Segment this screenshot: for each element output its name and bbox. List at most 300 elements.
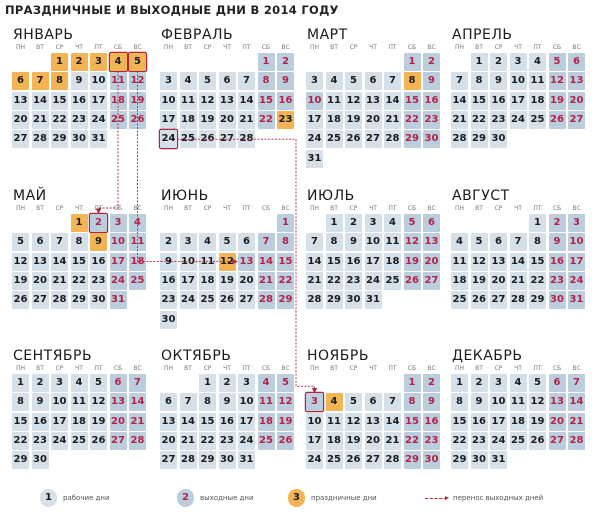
day-cell: 15 [404, 413, 421, 431]
day-cell: 29 [51, 130, 68, 148]
day-cell: 28 [384, 130, 401, 148]
day-cell: 26 [129, 111, 146, 129]
day-cell: 20 [32, 272, 49, 290]
day-cell: 2 [471, 374, 488, 392]
weekday-label: СР [349, 365, 358, 372]
day-cell: 8 [51, 72, 68, 90]
day-cell: 2 [423, 374, 440, 392]
day-cell: 22 [71, 272, 88, 290]
day-cell: 3 [51, 374, 68, 392]
day-cell: 30 [160, 311, 177, 329]
legend [0, 485, 600, 511]
weekday-header [451, 364, 591, 374]
day-cell: 29 [199, 451, 216, 469]
weekday-label: ЧТ [223, 205, 231, 212]
weekday-label: СР [494, 205, 503, 212]
weekday-label: ПТ [94, 44, 103, 51]
day-cell: 2 [219, 374, 236, 392]
day-cell: 23 [90, 272, 107, 290]
day-cell: 6 [160, 393, 177, 411]
day-cell: 7 [384, 72, 401, 90]
day-cell: 21 [384, 432, 401, 450]
day-cell: 21 [129, 413, 146, 431]
day-cell: 24 [90, 111, 107, 129]
day-cell: 9 [160, 253, 177, 271]
day-cell: 17 [160, 111, 177, 129]
day-cell: 29 [12, 451, 29, 469]
weekday-label: СБ [407, 44, 417, 51]
day-cell: 24 [568, 272, 585, 290]
day-cell: 11 [529, 72, 546, 90]
day-cell: 27 [12, 130, 29, 148]
month-name: ФЕВРАЛЬ [161, 27, 234, 43]
day-cell: 18 [326, 432, 343, 450]
day-cell: 14 [568, 393, 585, 411]
weekday-label: ВС [572, 365, 581, 372]
day-cell: 11 [258, 393, 275, 411]
day-cell: 7 [51, 233, 68, 251]
day-cell: 26 [345, 130, 362, 148]
day-cell: 10 [568, 233, 585, 251]
month-name: ЯНВАРЬ [13, 27, 74, 43]
day-cell: 19 [219, 272, 236, 290]
day-cell: 23 [32, 432, 49, 450]
month-1 [12, 27, 152, 169]
day-cell: 8 [471, 72, 488, 90]
day-cell: 22 [12, 432, 29, 450]
day-cell: 31 [90, 130, 107, 148]
day-cell: 12 [129, 72, 146, 90]
day-cell: 30 [345, 291, 362, 309]
day-cell: 4 [129, 214, 146, 232]
day-cell: 10 [180, 253, 197, 271]
day-cell: 28 [32, 130, 49, 148]
day-cell: 20 [219, 111, 236, 129]
day-cell: 14 [51, 253, 68, 271]
day-cell: 6 [219, 72, 236, 90]
day-cell: 19 [90, 413, 107, 431]
day-cell: 2 [160, 233, 177, 251]
day-cell: 9 [423, 393, 440, 411]
day-cell: 20 [12, 111, 29, 129]
day-cell: 8 [404, 393, 421, 411]
day-cell: 7 [451, 72, 468, 90]
day-cell: 4 [71, 374, 88, 392]
weekday-header [451, 204, 591, 214]
weekday-label: ВС [133, 44, 142, 51]
page-title: ПРАЗДНИЧНЫЕ И ВЫХОДНЫЕ ДНИ В 2014 ГОДУ [5, 3, 339, 17]
weekday-header [12, 364, 152, 374]
day-cell: 11 [326, 413, 343, 431]
month-5 [12, 188, 152, 330]
day-cell: 1 [471, 53, 488, 71]
month-name: ОКТЯБРЬ [161, 348, 232, 364]
day-cell: 24 [510, 111, 527, 129]
day-cell: 18 [529, 92, 546, 110]
weekday-label: СБ [552, 44, 562, 51]
day-cell: 15 [12, 413, 29, 431]
day-cell: 5 [529, 374, 546, 392]
day-cell: 8 [199, 393, 216, 411]
day-cell: 15 [199, 413, 216, 431]
weekday-label: СБ [113, 44, 123, 51]
weekday-label: СБ [113, 365, 123, 372]
weekday-label: ПН [15, 44, 26, 51]
day-cell: 19 [529, 413, 546, 431]
day-cell: 19 [404, 253, 421, 271]
day-cell: 30 [423, 451, 440, 469]
weekday-label: СР [203, 365, 212, 372]
day-cell: 6 [568, 53, 585, 71]
day-cell: 19 [12, 272, 29, 290]
weekday-header [160, 204, 300, 214]
day-cell: 25 [199, 291, 216, 309]
day-cell: 3 [490, 374, 507, 392]
day-cell: 11 [71, 393, 88, 411]
weekday-label: ЧТ [75, 205, 83, 212]
day-cell: 27 [219, 130, 236, 148]
day-cell: 24 [160, 130, 177, 148]
weekday-label: СБ [113, 205, 123, 212]
weekday-label: ПН [163, 365, 174, 372]
day-cell: 14 [510, 253, 527, 271]
weekday-label: ЧТ [369, 205, 377, 212]
weekday-label: ВС [427, 44, 436, 51]
weekday-label: ВТ [184, 365, 192, 372]
day-cell: 15 [404, 92, 421, 110]
day-cell: 12 [471, 253, 488, 271]
day-cell: 6 [110, 374, 127, 392]
day-cell: 22 [277, 272, 294, 290]
weekday-label: ВС [427, 205, 436, 212]
day-cell: 7 [258, 233, 275, 251]
day-cell: 10 [90, 72, 107, 90]
day-cell: 12 [277, 393, 294, 411]
day-cell: 19 [345, 111, 362, 129]
day-cell: 22 [404, 111, 421, 129]
day-cell: 17 [110, 253, 127, 271]
weekday-label: ПН [309, 44, 320, 51]
day-cell: 16 [490, 92, 507, 110]
month-9 [12, 348, 152, 490]
day-cell: 3 [568, 214, 585, 232]
day-cell: 16 [160, 272, 177, 290]
day-cell: 29 [404, 130, 421, 148]
day-cell: 10 [238, 393, 255, 411]
weekday-label: ВТ [184, 205, 192, 212]
day-cell: 17 [510, 92, 527, 110]
day-cell: 4 [384, 214, 401, 232]
day-cell: 6 [423, 214, 440, 232]
day-cell: 12 [345, 413, 362, 431]
month-12 [451, 348, 591, 490]
day-cell: 24 [110, 272, 127, 290]
day-cell: 30 [423, 130, 440, 148]
day-cell: 16 [277, 92, 294, 110]
day-cell: 21 [180, 432, 197, 450]
day-cell: 19 [199, 111, 216, 129]
day-cell: 23 [71, 111, 88, 129]
legend-transfer-arrow-icon [425, 498, 447, 499]
day-cell: 26 [199, 130, 216, 148]
month-10 [160, 348, 300, 490]
day-cell: 17 [568, 253, 585, 271]
day-cell: 13 [423, 233, 440, 251]
day-cell: 2 [90, 214, 107, 232]
weekday-label: СР [55, 365, 64, 372]
weekday-label: СР [55, 44, 64, 51]
day-cell: 27 [238, 291, 255, 309]
weekday-label: СР [494, 365, 503, 372]
day-cell: 27 [365, 451, 382, 469]
day-cell: 31 [568, 291, 585, 309]
day-cell: 14 [384, 92, 401, 110]
day-cell: 14 [238, 92, 255, 110]
day-cell: 14 [129, 393, 146, 411]
day-cell: 15 [51, 92, 68, 110]
day-cell: 14 [451, 92, 468, 110]
weekday-label: СР [55, 205, 64, 212]
day-cell: 1 [199, 374, 216, 392]
day-cell: 26 [12, 291, 29, 309]
day-cell: 30 [32, 451, 49, 469]
day-cell: 28 [51, 291, 68, 309]
day-cell: 13 [490, 253, 507, 271]
day-cell: 25 [529, 111, 546, 129]
day-cell: 4 [258, 374, 275, 392]
day-cell: 19 [129, 92, 146, 110]
day-cell: 23 [219, 432, 236, 450]
day-cell: 21 [51, 272, 68, 290]
weekday-label: ВТ [36, 44, 44, 51]
day-cell: 22 [258, 111, 275, 129]
day-cell: 1 [258, 53, 275, 71]
day-cell: 4 [110, 53, 127, 71]
day-cell: 13 [365, 413, 382, 431]
day-cell: 25 [384, 272, 401, 290]
day-cell: 1 [404, 53, 421, 71]
day-cell: 5 [199, 72, 216, 90]
day-cell: 5 [90, 374, 107, 392]
day-cell: 18 [110, 92, 127, 110]
day-cell: 9 [90, 233, 107, 251]
weekday-label: ВТ [184, 44, 192, 51]
day-cell: 23 [423, 432, 440, 450]
day-cell: 25 [326, 130, 343, 148]
day-cell: 28 [258, 291, 275, 309]
weekday-header [306, 204, 446, 214]
day-cell: 20 [160, 432, 177, 450]
day-cell: 28 [129, 432, 146, 450]
day-cell: 2 [423, 53, 440, 71]
day-cell: 17 [51, 413, 68, 431]
weekday-label: ПН [454, 365, 465, 372]
day-cell: 23 [549, 272, 566, 290]
day-cell: 23 [160, 291, 177, 309]
weekday-label: ВС [133, 365, 142, 372]
legend-off [177, 485, 254, 511]
month-name: ИЮЛЬ [307, 188, 355, 204]
weekday-label: ВТ [475, 44, 483, 51]
day-cell: 26 [90, 432, 107, 450]
day-cell: 15 [471, 92, 488, 110]
legend-work-swatch: 1 [40, 489, 57, 507]
day-cell: 23 [471, 432, 488, 450]
weekday-label: ЧТ [514, 365, 522, 372]
day-cell: 25 [180, 130, 197, 148]
day-cell: 8 [529, 233, 546, 251]
day-cell: 25 [510, 432, 527, 450]
day-cell: 7 [129, 374, 146, 392]
day-cell: 4 [529, 53, 546, 71]
day-cell: 25 [71, 432, 88, 450]
day-cell: 24 [180, 291, 197, 309]
day-cell: 24 [238, 432, 255, 450]
day-cell: 17 [180, 272, 197, 290]
day-cell: 24 [51, 432, 68, 450]
day-cell: 17 [365, 253, 382, 271]
day-cell: 8 [451, 393, 468, 411]
day-cell: 25 [258, 432, 275, 450]
day-cell: 23 [490, 111, 507, 129]
day-cell: 1 [12, 374, 29, 392]
day-cell: 26 [345, 451, 362, 469]
day-cell: 13 [568, 72, 585, 90]
weekday-label: ВТ [330, 205, 338, 212]
day-cell: 21 [258, 272, 275, 290]
day-cell: 4 [180, 72, 197, 90]
weekday-label: СБ [407, 205, 417, 212]
day-cell: 24 [306, 451, 323, 469]
day-cell: 10 [306, 413, 323, 431]
day-cell: 5 [277, 374, 294, 392]
weekday-label: ЧТ [223, 44, 231, 51]
day-cell: 9 [549, 233, 566, 251]
weekday-label: СР [349, 44, 358, 51]
weekday-label: ВТ [475, 205, 483, 212]
weekday-label: ПТ [242, 44, 251, 51]
weekday-label: ЧТ [369, 365, 377, 372]
legend-holiday [288, 485, 377, 511]
day-cell: 2 [71, 53, 88, 71]
weekday-label: ПН [15, 205, 26, 212]
weekday-label: ВС [572, 44, 581, 51]
day-cell: 3 [510, 53, 527, 71]
day-cell: 15 [326, 253, 343, 271]
day-cell: 19 [471, 272, 488, 290]
day-cell: 12 [345, 92, 362, 110]
day-cell: 3 [90, 53, 107, 71]
day-cell: 12 [199, 92, 216, 110]
day-cell: 29 [326, 291, 343, 309]
day-cell: 5 [404, 214, 421, 232]
weekday-label: ЧТ [369, 44, 377, 51]
weekday-label: ПН [454, 205, 465, 212]
day-cell: 21 [306, 272, 323, 290]
day-cell: 5 [12, 233, 29, 251]
day-cell: 23 [423, 111, 440, 129]
weekday-label: ВТ [36, 205, 44, 212]
month-name: НОЯБРЬ [307, 348, 369, 364]
day-cell: 3 [160, 72, 177, 90]
legend-holiday-swatch: 3 [288, 489, 305, 507]
day-cell: 25 [451, 291, 468, 309]
legend-work [40, 485, 110, 511]
day-cell: 30 [549, 291, 566, 309]
day-cell: 8 [258, 72, 275, 90]
weekday-header [160, 364, 300, 374]
day-cell: 21 [32, 111, 49, 129]
legend-work-label: рабочие дни [63, 494, 110, 502]
day-cell: 5 [549, 53, 566, 71]
day-cell: 18 [199, 272, 216, 290]
month-11 [306, 348, 446, 490]
weekday-label: ВТ [330, 365, 338, 372]
day-cell: 13 [549, 393, 566, 411]
day-cell: 28 [568, 432, 585, 450]
day-cell: 20 [568, 92, 585, 110]
day-cell: 10 [365, 233, 382, 251]
day-cell: 1 [71, 214, 88, 232]
day-cell: 16 [423, 413, 440, 431]
day-cell: 28 [510, 291, 527, 309]
day-cell: 9 [345, 233, 362, 251]
day-cell: 18 [451, 272, 468, 290]
day-cell: 22 [51, 111, 68, 129]
day-cell: 4 [451, 233, 468, 251]
weekday-label: ПН [15, 365, 26, 372]
day-cell: 17 [90, 92, 107, 110]
day-cell: 7 [568, 374, 585, 392]
day-cell: 8 [71, 233, 88, 251]
day-cell: 5 [345, 393, 362, 411]
weekday-label: ПТ [533, 205, 542, 212]
day-cell: 26 [404, 272, 421, 290]
day-cell: 18 [129, 253, 146, 271]
weekday-label: СБ [552, 365, 562, 372]
day-cell: 21 [510, 272, 527, 290]
weekday-label: ВТ [475, 365, 483, 372]
day-cell: 2 [277, 53, 294, 71]
month-name: СЕНТЯБРЬ [13, 348, 93, 364]
day-cell: 27 [549, 432, 566, 450]
day-cell: 25 [110, 111, 127, 129]
weekday-label: СР [203, 44, 212, 51]
day-cell: 7 [384, 393, 401, 411]
weekday-label: ВС [281, 44, 290, 51]
day-cell: 11 [384, 233, 401, 251]
weekday-label: ПН [309, 205, 320, 212]
day-cell: 18 [71, 413, 88, 431]
day-cell: 19 [277, 413, 294, 431]
day-cell: 14 [306, 253, 323, 271]
day-cell: 6 [365, 393, 382, 411]
weekday-label: ПН [454, 44, 465, 51]
day-cell: 21 [451, 111, 468, 129]
day-cell: 4 [510, 374, 527, 392]
month-8 [451, 188, 591, 330]
day-cell: 29 [529, 291, 546, 309]
weekday-label: СБ [261, 44, 271, 51]
day-cell: 18 [326, 111, 343, 129]
weekday-label: ЧТ [514, 205, 522, 212]
day-cell: 31 [306, 150, 323, 168]
month-6 [160, 188, 300, 330]
day-cell: 22 [199, 432, 216, 450]
day-cell: 1 [326, 214, 343, 232]
day-cell: 8 [277, 233, 294, 251]
day-cell: 6 [365, 72, 382, 90]
